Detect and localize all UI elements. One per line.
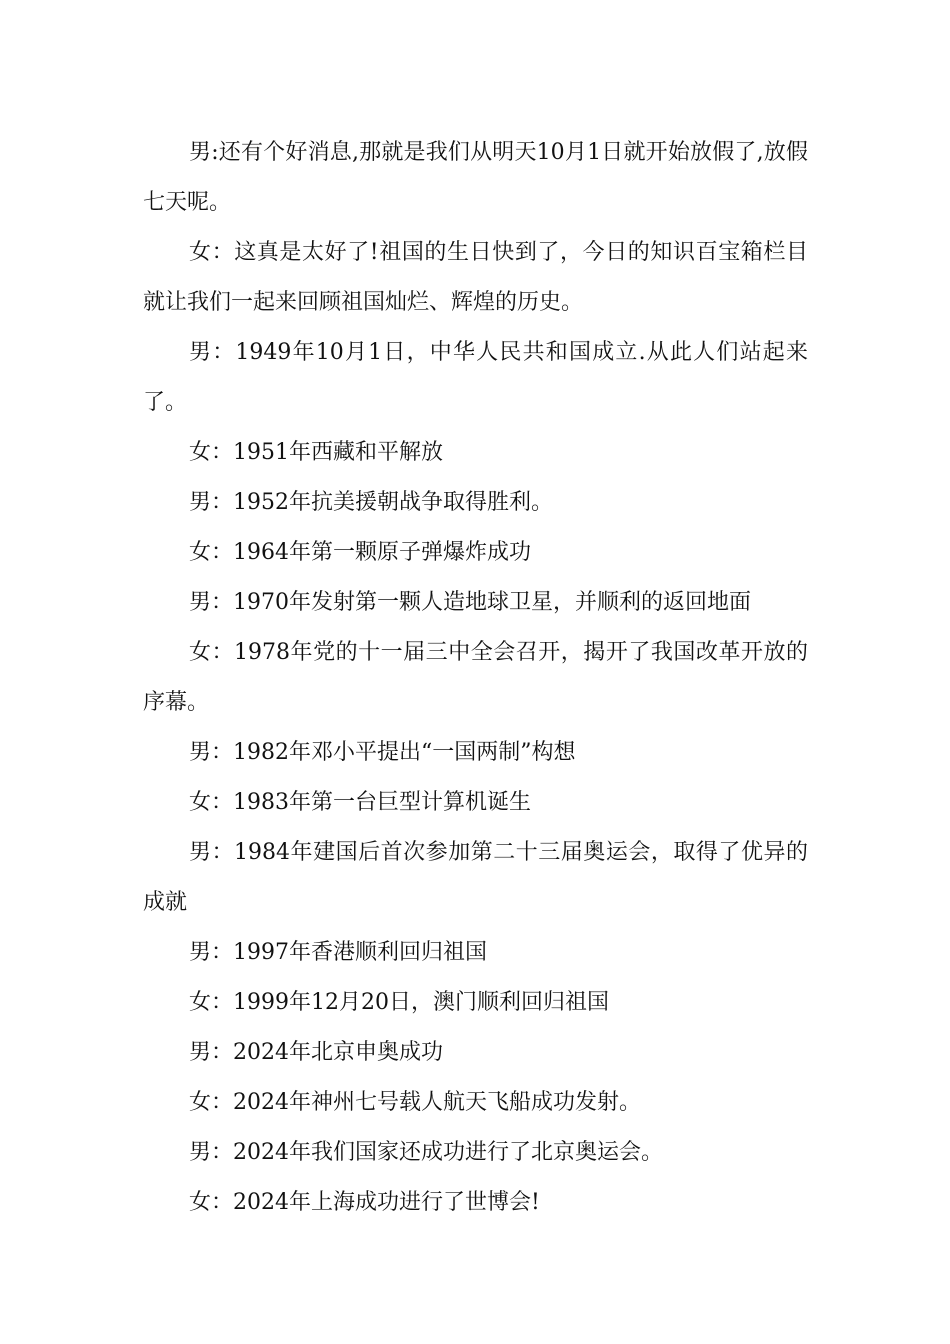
dialogue-line: 男：1970年发射第一颗人造地球卫星，并顺利的返回地面 — [189, 590, 751, 615]
dialogue-line: 女：1978年党的十一届三中全会召开，揭开了我国改革开放的序幕。 — [143, 640, 808, 715]
dialogue-line: 女：这真是太好了!祖国的生日快到了，今日的知识百宝箱栏目就让我们一起来回顾祖国灿烂、辉煌的历史。 — [143, 240, 808, 315]
dialogue-line: 男：1984年建国后首次参加第二十三届奥运会，取得了优异的成就 — [143, 840, 808, 915]
dialogue-line: 男：1982年邓小平提出“一国两制”构想 — [189, 740, 576, 765]
dialogue-line: 男:还有个好消息,那就是我们从明天10月1日就开始放假了,放假七天呢。 — [143, 140, 808, 215]
dialogue-line: 女：2024年上海成功进行了世博会! — [189, 1190, 540, 1215]
dialogue-line: 男：1949年10月1日，中华人民共和国成立.从此人们站起来了。 — [143, 340, 808, 415]
dialogue-line: 男：2024年我们国家还成功进行了北京奥运会。 — [189, 1140, 663, 1165]
dialogue-line: 男：1997年香港顺利回归祖国 — [189, 940, 487, 965]
dialogue-line: 女：1983年第一台巨型计算机诞生 — [189, 790, 531, 815]
dialogue-line: 男：1952年抗美援朝战争取得胜利。 — [189, 490, 553, 515]
dialogue-line: 女：2024年神州七号载人航天飞船成功发射。 — [189, 1090, 641, 1115]
dialogue-line: 女：1999年12月20日，澳门顺利回归祖国 — [189, 990, 609, 1015]
dialogue-line: 女：1964年第一颗原子弹爆炸成功 — [189, 540, 531, 565]
dialogue-line: 女：1951年西藏和平解放 — [189, 440, 443, 465]
dialogue-body — [143, 128, 808, 1228]
dialogue-line: 男：2024年北京申奥成功 — [189, 1040, 443, 1065]
